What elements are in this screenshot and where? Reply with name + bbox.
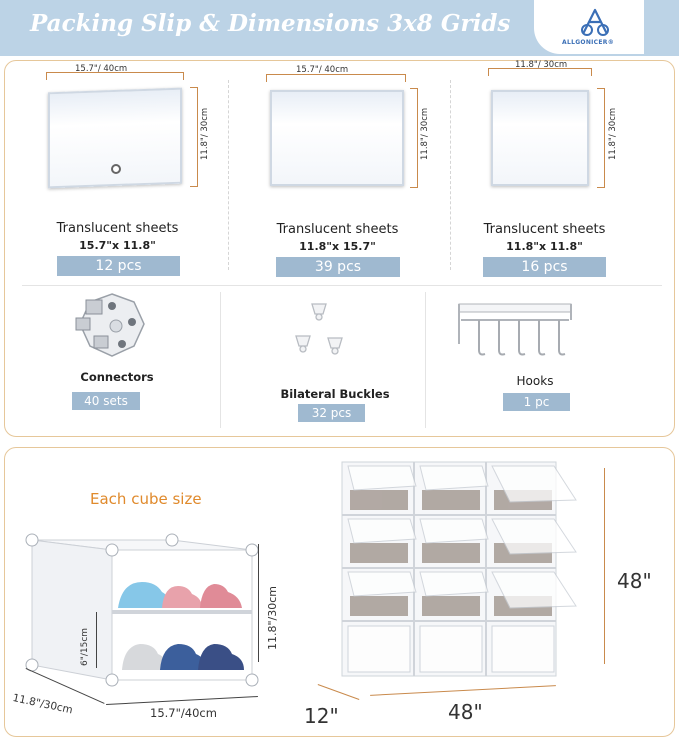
connector-icon [72,290,152,362]
accessory-quantity: 32 pcs [298,404,365,422]
cube-inner-dimension-line [96,612,97,668]
translucent-sheet-image [270,90,404,186]
sheet-width-label: 15.7"/ 40cm [75,64,128,74]
sheet-size: 11.8"x 15.7" [299,240,376,253]
brand-name: ALLGONICER® [562,39,614,46]
sheet-height-label: 11.8"/ 30cm [200,107,210,160]
sheet-width-label: 11.8"/ 30cm [515,60,568,70]
cube-illustration [22,520,272,700]
sheet-height-label: 11.8"/ 30cm [608,107,618,160]
width-dimension-line [266,74,406,82]
accessory-quantity: 40 sets [72,392,140,410]
divider [22,285,662,286]
hook-rack-icon [455,300,575,366]
hole-icon [111,164,121,174]
sheet-size: 15.7"x 11.8" [79,239,156,252]
rack-height-arrow [604,468,605,664]
cube-depth-label: 11.8"/30cm [11,692,74,717]
accessory-name: Connectors [80,370,154,384]
sheet-title: Translucent sheets [56,221,179,236]
cube-size-title: Each cube size [90,490,202,508]
sheet-height-label: 11.8"/ 30cm [420,107,430,160]
buckle-icon [292,300,352,362]
shoe-rack-illustration [340,460,590,680]
sheet-quantity: 12 pcs [57,256,180,276]
accessory-name: Hooks [516,374,554,388]
divider [220,292,221,428]
cube-inner-height-label: 6"/15cm [80,627,90,666]
height-dimension-line [597,88,605,188]
cube-width-label: 15.7"/40cm [150,706,217,720]
rack-width-label: 48" [448,700,483,724]
divider [425,292,426,428]
width-dimension-line [488,68,592,76]
cube-height-label: 11.8"/30cm [266,585,279,650]
banner-title: Packing Slip & Dimensions 3x8 Grids [30,10,511,37]
sheet-title: Translucent sheets [483,222,606,237]
rack-depth-label: 12" [304,704,339,728]
sheet-title: Translucent sheets [276,222,399,237]
sheet-quantity: 16 pcs [483,257,606,277]
sheet-width-label: 15.7"/ 40cm [296,65,349,75]
divider [450,80,451,270]
divider [228,80,229,270]
width-dimension-line [46,72,184,80]
height-dimension-line [410,88,418,188]
bicycle-logo-icon [580,8,610,36]
translucent-sheet-image [491,90,589,186]
cube-height-dimension-line [258,544,259,662]
accessory-name: Bilateral Buckles [280,387,390,401]
height-dimension-line [190,87,198,187]
rack-height-label: 48" [617,569,652,593]
sheet-size: 11.8"x 11.8" [506,240,583,253]
sheet-quantity: 39 pcs [276,257,400,277]
accessory-quantity: 1 pc [503,393,570,411]
